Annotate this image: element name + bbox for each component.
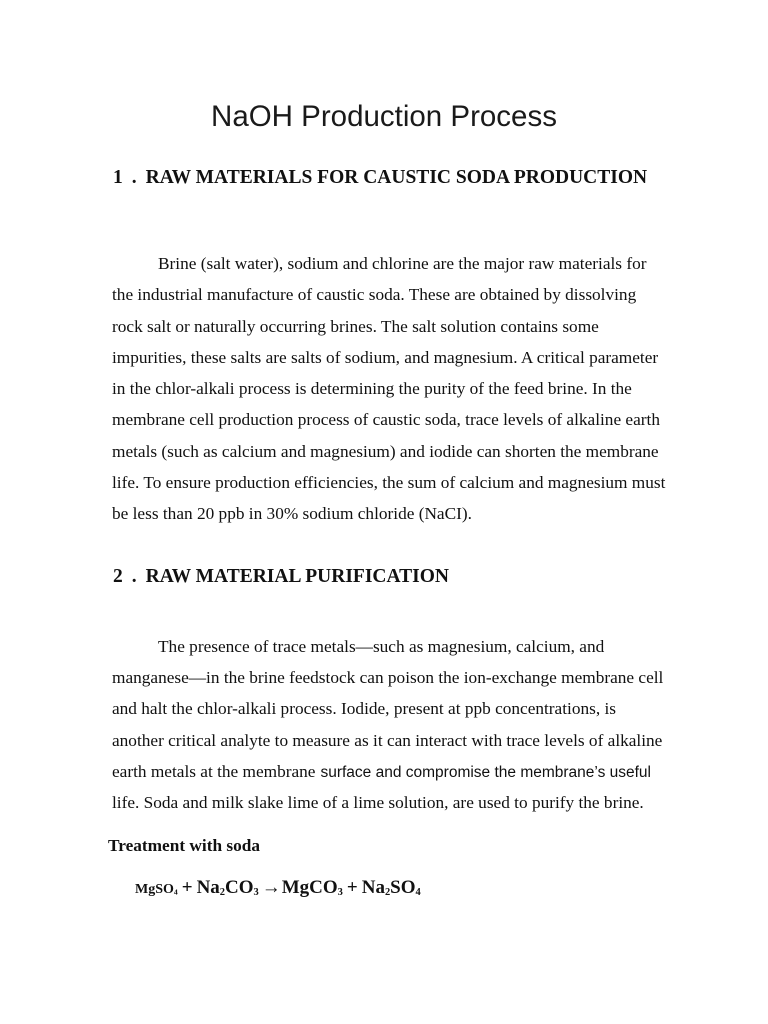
formula-base: Na bbox=[361, 877, 385, 898]
section-title: RAW MATERIALS FOR CAUSTIC SODA PRODUCTION bbox=[145, 167, 648, 188]
paragraph-line: Brine (salt water), sodium and chlorine are the major raw materials for bbox=[158, 254, 647, 273]
serif-text-run: earth metals at the membrane bbox=[112, 761, 316, 781]
section-2-paragraph bbox=[112, 631, 663, 818]
formula-subscript: 2 bbox=[384, 887, 391, 899]
plus-operator: + bbox=[346, 877, 358, 898]
section-title: RAW MATERIAL PURIFICATION bbox=[145, 566, 449, 587]
paragraph-line: impurities, these salts are salts of sodium, and magnesium. A critical parameter bbox=[112, 347, 659, 367]
formula-subscript: 4 bbox=[415, 887, 421, 899]
section-number: 2 bbox=[113, 566, 123, 587]
reaction-arrow: → bbox=[261, 877, 281, 898]
plus-operator: + bbox=[181, 877, 193, 898]
paragraph-line: be less than 20 ppb in 30% sodium chloride (NaCI). bbox=[112, 504, 472, 523]
section-number-separator: . bbox=[131, 167, 137, 188]
paragraph-line: life. To ensure production efficiencies, the sum of calcium and magnesium must bbox=[112, 472, 666, 492]
section-2-heading bbox=[113, 565, 449, 589]
paragraph-line: and halt the chlor-alkali process. Iodide, present at ppb concentrations, is bbox=[112, 699, 617, 719]
paragraph-line: in the chlor-alkali process is determining the purity of the feed brine. In the bbox=[112, 379, 632, 398]
formula-subscript: 2 bbox=[219, 887, 226, 899]
paragraph-line: another critical analyte to measure as it can interact with trace levels of alkaline bbox=[112, 730, 663, 750]
section-1-paragraph bbox=[112, 248, 665, 529]
sans-text-run: surface and compromise the membrane’s useful bbox=[320, 763, 651, 781]
formula-base: MgSO bbox=[135, 882, 174, 897]
section-number: 1 bbox=[113, 167, 123, 188]
formula-product-2 bbox=[362, 877, 421, 898]
formula-subscript: 3 bbox=[337, 887, 343, 899]
paragraph-line: manganese—in the brine feedstock can poison the ion-exchange membrane cell bbox=[112, 668, 664, 688]
treatment-subheading: Treatment with soda bbox=[108, 836, 261, 855]
formula-subscript: 4 bbox=[173, 887, 178, 897]
paragraph-line: life. Soda and milk slake lime of a lime solution, are used to purify the brine. bbox=[112, 792, 644, 812]
paragraph-line: the industrial manufacture of caustic soda. These are obtained by dissolving bbox=[112, 285, 637, 305]
formula-product-1 bbox=[282, 877, 343, 898]
paragraph-line: rock salt or naturally occurring brines. The salt solution contains some bbox=[112, 316, 599, 336]
formula-subscript: 3 bbox=[253, 887, 259, 899]
page-title: NaOH Production Process bbox=[211, 100, 557, 133]
formula-base: SO bbox=[390, 877, 416, 898]
formula-base: Na bbox=[196, 877, 220, 898]
formula-base: CO bbox=[225, 877, 254, 898]
formula-reactant-2 bbox=[197, 877, 259, 898]
section-1-heading bbox=[113, 166, 647, 190]
paragraph-line: The presence of trace metals—such as magnesium, calcium, and bbox=[158, 637, 605, 656]
paragraph-line: membrane cell production process of caustic soda, trace levels of alkaline earth bbox=[112, 410, 660, 430]
paragraph-line: metals (such as calcium and magnesium) and iodide can shorten the membrane bbox=[112, 441, 659, 461]
chemical-equation bbox=[135, 873, 421, 905]
section-number-separator: . bbox=[131, 566, 137, 587]
formula-base: MgCO bbox=[281, 877, 338, 898]
paragraph-line-mixed-font bbox=[112, 756, 663, 787]
formula-reactant-1 bbox=[135, 882, 178, 897]
